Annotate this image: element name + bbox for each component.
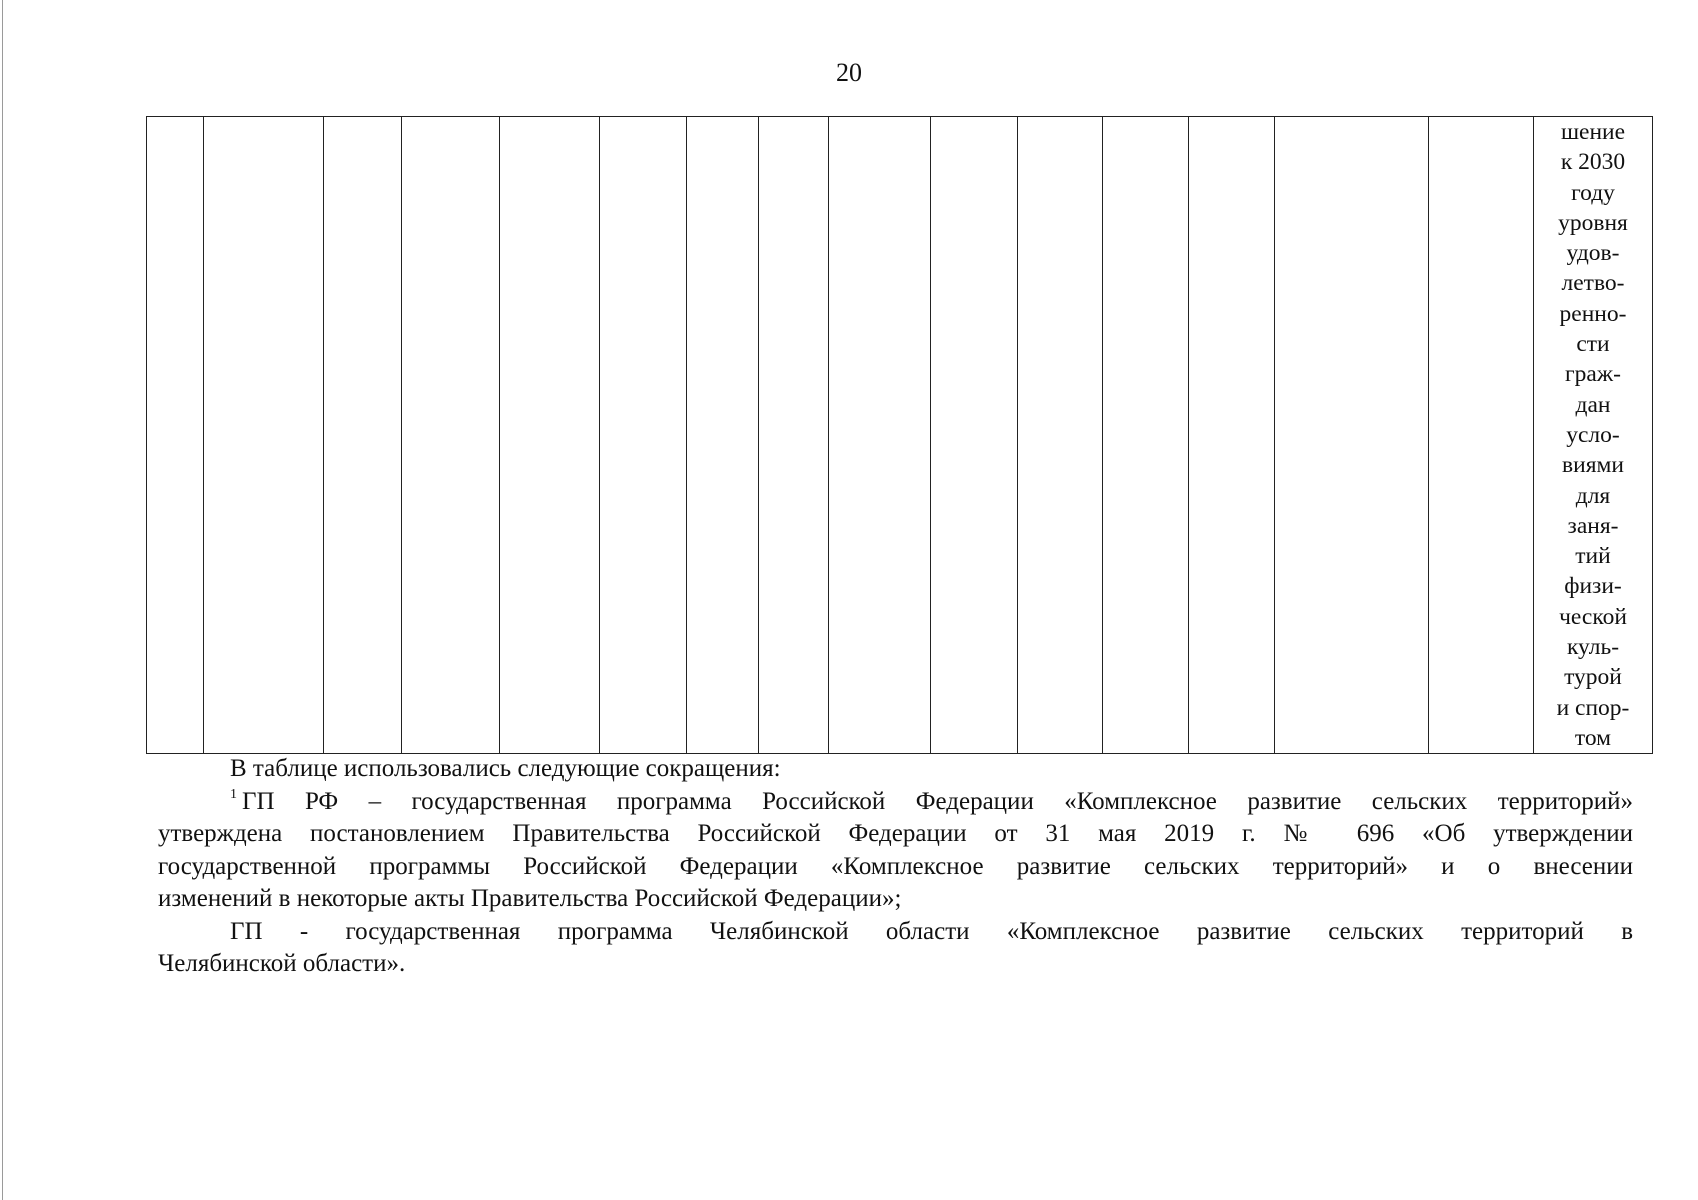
cell-text-line: том [1574, 724, 1612, 751]
table-row [147, 117, 1653, 754]
cell-text-line: граж- [1565, 361, 1621, 388]
cell-text-line: шение [1560, 119, 1626, 145]
footnote-1-line [158, 786, 1633, 819]
table-cell [147, 117, 204, 754]
cell-text-line: заня- [1567, 512, 1619, 539]
cell-text-line: ческой [1559, 603, 1627, 630]
cell-text-line: физи- [1564, 573, 1622, 600]
cell-text-line: сти [1576, 331, 1610, 358]
cell-text-line: дан [1575, 391, 1611, 418]
table-cell [402, 117, 500, 754]
cell-text-line: уровня [1558, 209, 1628, 236]
footnote-1-line: утверждена постановлением Правительства Российской Федерации от 31 мая 2019 г. № 696 «Об утверждении [158, 820, 1633, 847]
table-cell [1275, 117, 1429, 754]
footnote-2-line: Челябинской области». [158, 950, 406, 977]
table-cell [829, 117, 931, 754]
cell-text-line: к 2030 [1560, 149, 1626, 176]
table-cell [687, 117, 759, 754]
table-cell [600, 117, 687, 754]
footnotes-intro: В таблице использовались следующие сокращения: [230, 755, 781, 782]
footnote-1-line: государственной программы Российской Федерации «Комплексное развитие сельских территорий» и о внесении [158, 852, 1633, 880]
table-cell [759, 117, 829, 754]
cell-text-line: тий [1575, 543, 1611, 570]
page-number: 20 [836, 58, 862, 87]
table-cell [1429, 117, 1534, 754]
scan-edge-line [2, 0, 3, 1200]
cell-text-line: для [1575, 482, 1611, 509]
table-cell [1189, 117, 1275, 754]
cell-text-line: летво- [1561, 270, 1625, 297]
cell-text-line: турой [1564, 664, 1622, 691]
table-cell [1103, 117, 1189, 754]
data-table [146, 116, 1653, 754]
target-indicator-cell [1534, 117, 1653, 754]
footnote-2-line: ГП - государственная программа Челябинской области «Комплексное развитие сельских территорий в [230, 917, 1633, 945]
table-cell [931, 117, 1018, 754]
footnote-marker: 1 [230, 786, 237, 802]
cell-text-line: куль- [1566, 634, 1620, 661]
table-cell [204, 117, 324, 754]
cell-text-line: виями [1562, 452, 1624, 479]
footnote-1-line: изменений в некоторые акты Правительства Российской Федерации»; [158, 885, 902, 912]
cell-text-line: усло- [1566, 421, 1620, 448]
table-cell [1018, 117, 1103, 754]
cell-text-line: и спор- [1556, 694, 1630, 721]
table-cell [500, 117, 600, 754]
footnote-1-text: ГП РФ – государственная программа Российской Федерации «Комплексное развитие сельских территорий» [242, 787, 1633, 815]
footnotes-block [158, 753, 1633, 981]
cell-text-line: удов- [1566, 240, 1620, 267]
table-cell [324, 117, 402, 754]
cell-text-line: году [1571, 179, 1615, 206]
cell-text-line: реннo- [1559, 300, 1627, 327]
table-container [146, 116, 1653, 754]
